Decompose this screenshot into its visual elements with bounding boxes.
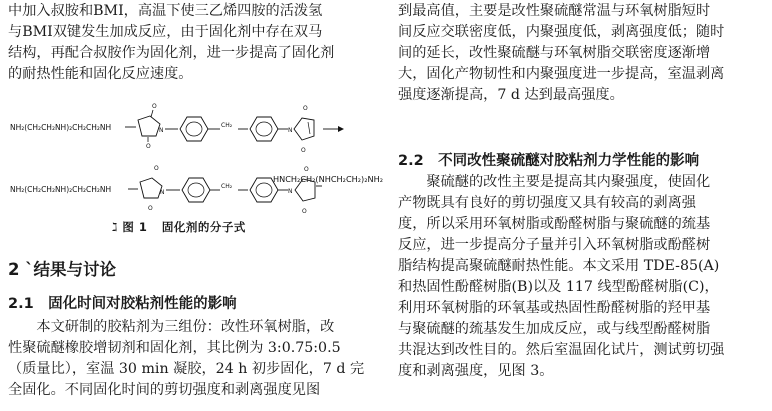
svg-text:O: O: [301, 147, 306, 154]
maleimide-ring-right-top: [288, 105, 314, 154]
bottom-amine-chain-left: NH₂(CH₂CH₂NH)₂CH₂CH₂NH: [10, 185, 112, 194]
succinimide-ring-left-top: [138, 103, 164, 150]
methylene-bridge-bottom: CH₂: [221, 183, 233, 190]
subsection-heading-2-2: 2.2 不同改性聚硫醚对胶粘剂力学性能的影响: [398, 153, 700, 169]
left-body-paragraph: [8, 317, 384, 401]
text-line: 与BMI双键发生加成反应，由于固化剂中存在双马: [8, 24, 323, 40]
svg-text:O: O: [152, 103, 157, 110]
svg-text:O: O: [303, 105, 308, 112]
text-line: 聚硫醚的改性主要是提高其内聚强度，使固化: [426, 174, 711, 190]
svg-text:N: N: [288, 127, 293, 134]
molecular-formula-figure: [8, 90, 384, 220]
top-amine-chain: NH₂(CH₂CH₂NH)₂CH₂CH₂NH: [10, 123, 112, 132]
svg-text:O: O: [146, 143, 151, 150]
text-line: 结构，再配合叔胺作为固化剂，进一步提高了固化剂: [8, 45, 335, 61]
svg-text:N: N: [288, 188, 293, 195]
text-line: 全固化。不同固化时间的剪切强度和剥离强度见图: [8, 382, 321, 398]
subsection-heading-2-1: 2.1 固化时间对胶粘剂性能的影响: [8, 296, 237, 312]
svg-text:N: N: [159, 127, 164, 134]
text-line: 间的延长，改性聚硫醚与环氧树脂交联密度逐渐增: [398, 45, 711, 61]
bottom-amine-chain-right: HNCH₂CH₂(NHCH₂CH₂)₂NH₂: [273, 175, 383, 184]
text-line: 和热固性酚醛树脂(B)以及 117 线型酚醛树脂(C)，: [398, 279, 719, 295]
benzene-ring-left-top: [180, 117, 208, 141]
text-line: 间反应交联密度低，内聚强度低，剥离强度低；随时: [398, 24, 725, 40]
text-line: 产物既具有良好的剪切强度又具有较高的剥离强: [398, 195, 696, 211]
text-line: 中加入叔胺和BMI，高温下使三乙烯四胺的活泼氢: [8, 3, 323, 19]
text-line: 共混达到改性目的。然后室温固化试片，测试剪切强: [398, 342, 725, 358]
text-line: 本文研制的胶粘剂为三组份：改性环氧树脂，改: [36, 319, 335, 335]
text-line: 利用环氧树脂的环氧基或热固性酚醛树脂的羟甲基: [398, 300, 711, 316]
text-line: 度，所以采用环氧树脂或酚醛树脂与聚硫醚的巯基: [398, 216, 711, 232]
benzene-ring-right-top: [250, 117, 278, 141]
figure-caption: [112, 219, 246, 235]
text-line: 性聚硫醚橡胶增韧剂和固化剂，其比例为 3:0.75:0.5: [8, 340, 341, 356]
text-line: 与聚硫醚的巯基发生加成反应，或与线型酚醛树脂: [398, 321, 711, 337]
right-intro-paragraph: [398, 1, 766, 106]
figure-label: 图 1: [122, 220, 148, 234]
text-line: 反应，进一步提高分子量并引入环氧树脂或酚醛树: [398, 237, 711, 253]
right-body-paragraph: [398, 172, 766, 382]
svg-text:O: O: [154, 165, 159, 172]
succinimide-ring-left-bottom: [140, 165, 165, 212]
svg-text:O: O: [304, 166, 309, 173]
text-line: 的耐热性能和固化反应速度。: [8, 66, 193, 82]
text-line: 度和剥离强度，见图 3。: [398, 363, 554, 379]
benzene-ring-left-bottom: [182, 178, 210, 202]
svg-text:N: N: [160, 189, 165, 196]
caption-marker-icon: ℷ: [112, 220, 118, 234]
left-intro-paragraph: [8, 1, 384, 85]
succinimide-ring-right-bottom: [288, 166, 315, 215]
text-line: 脂结构提高聚硫醚耐热性能。本文采用 TDE-85(A): [398, 258, 720, 274]
text-line: 大，固化产物韧性和内聚强度进一步提高，室温剥离: [398, 66, 725, 82]
figure-caption-text: 固化剂的分子式: [161, 220, 246, 234]
section-heading: 2 `结果与讨论: [8, 260, 116, 279]
methylene-bridge-top: CH₂: [221, 122, 233, 129]
text-line: （质量比），室温 30 min 凝胶，24 h 初步固化，7 d 完: [8, 361, 365, 377]
text-line: 强度逐渐提高，7 d 达到最高强度。: [398, 87, 624, 103]
svg-text:O: O: [148, 205, 153, 212]
svg-text:O: O: [302, 208, 307, 215]
text-line: 到最高值，主要是改性聚硫醚常温与环氧树脂短时: [398, 3, 711, 19]
